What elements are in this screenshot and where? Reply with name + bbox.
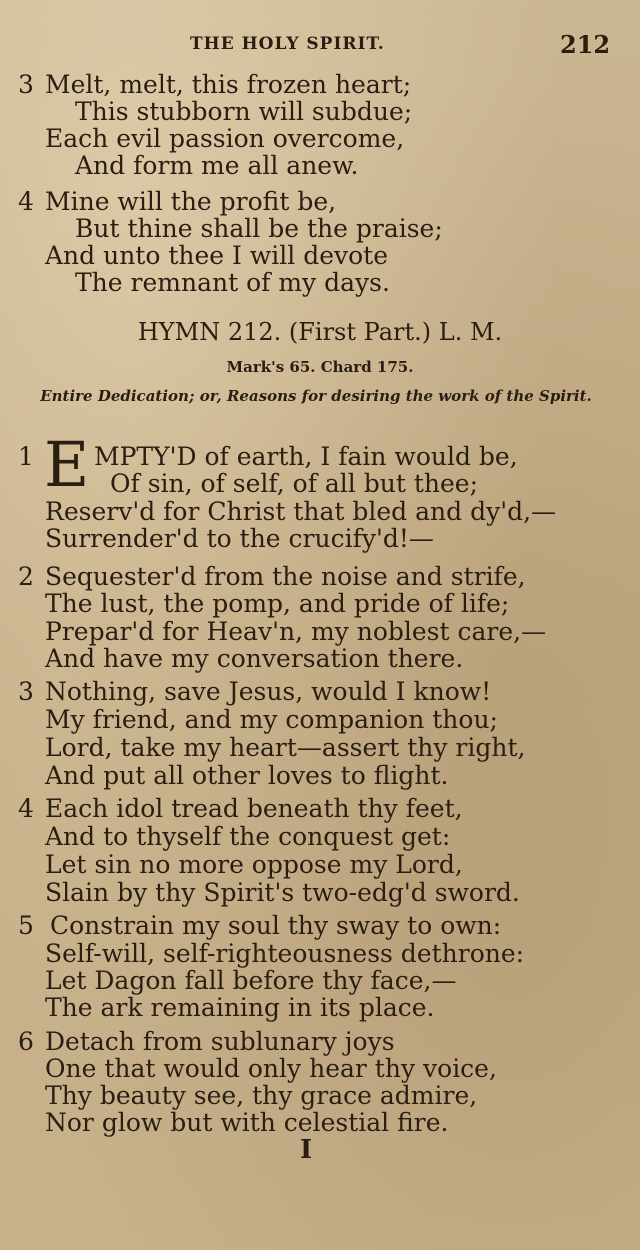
verse-line: But thine shall be the praise; [75,214,443,243]
verse-line: Nothing, save Jesus, would I know! [45,677,492,706]
verse-line: Mine will the profit be, [45,187,337,216]
verse-line: Detach from sublunary joys [45,1027,395,1056]
tune-references: Mark's 65. Chard 175. [226,358,414,376]
verse-line: Nor glow but with celestial fire. [45,1108,449,1137]
verse-line: Melt, melt, this frozen heart; [45,70,412,99]
verse-line: Lord, take my heart—assert thy right, [45,733,526,762]
verse-line: My friend, and my companion thou; [45,705,498,734]
verse-line: Each idol tread beneath thy feet, [45,794,463,823]
stanza-number: 3 [18,70,34,99]
verse-line: And have my conversation there. [45,644,464,673]
verse-line: Slain by thy Spirit's two-edg'd sword. [45,878,520,907]
stanza-number: 3 [18,677,34,706]
page-header [0,30,640,64]
verse-line: One that would only hear thy voice, [45,1054,497,1083]
verse-line: And unto thee I will devote [45,241,389,270]
stanza-number: 1 [18,442,34,471]
verse-line: The remnant of my days. [75,268,390,297]
verse-line: Each evil passion overcome, [45,124,405,153]
verse-line: This stubborn will subdue; [75,97,413,126]
verse-line: Reserv'd for Christ that bled and dy'd,— [45,497,557,526]
hymn-title: HYMN 212. (First Part.) L. M. [137,318,503,346]
stanza-number: 4 [18,794,34,823]
verse-line: Surrender'd to the crucify'd!— [45,524,434,553]
hymn-dedication: Entire Dedication; or, Reasons for desiring the work of the Spirit. [40,387,592,405]
page-number: 212 [560,30,611,59]
stanza-number: 2 [18,562,34,591]
verse-line: The lust, the pomp, and pride of life; [45,589,510,618]
verse-line: Constrain my soul thy sway to own: [50,911,502,940]
stanza-number: 4 [18,187,34,216]
verse-line: Thy beauty see, thy grace admire, [45,1081,478,1110]
verse-line: And put all other loves to flight. [45,761,449,790]
verse-line: And to thyself the conquest get: [45,822,451,851]
verse-line: Self-will, self-righteousness dethrone: [45,939,525,968]
drop-cap: E [44,428,90,501]
verse-line: Let sin no more oppose my Lord, [45,850,463,879]
verse-line: Let Dagon fall before thy face,— [45,966,457,995]
stanza-number: 6 [18,1027,34,1056]
verse-line: Of sin, of self, of all but thee; [110,469,478,498]
running-title: THE HOLY SPIRIT. [190,34,385,54]
verse-line: Sequester'd from the noise and strife, [45,562,526,591]
verse-line: MPTY'D of earth, I fain would be, [94,442,518,471]
stanza-number: 5 [18,911,34,940]
verse-line: The ark remaining in its place. [45,993,435,1022]
verse-line: Prepar'd for Heav'n, my noblest care,— [45,617,547,646]
signature-mark: I [300,1135,313,1165]
verse-line: And form me all anew. [75,151,359,180]
